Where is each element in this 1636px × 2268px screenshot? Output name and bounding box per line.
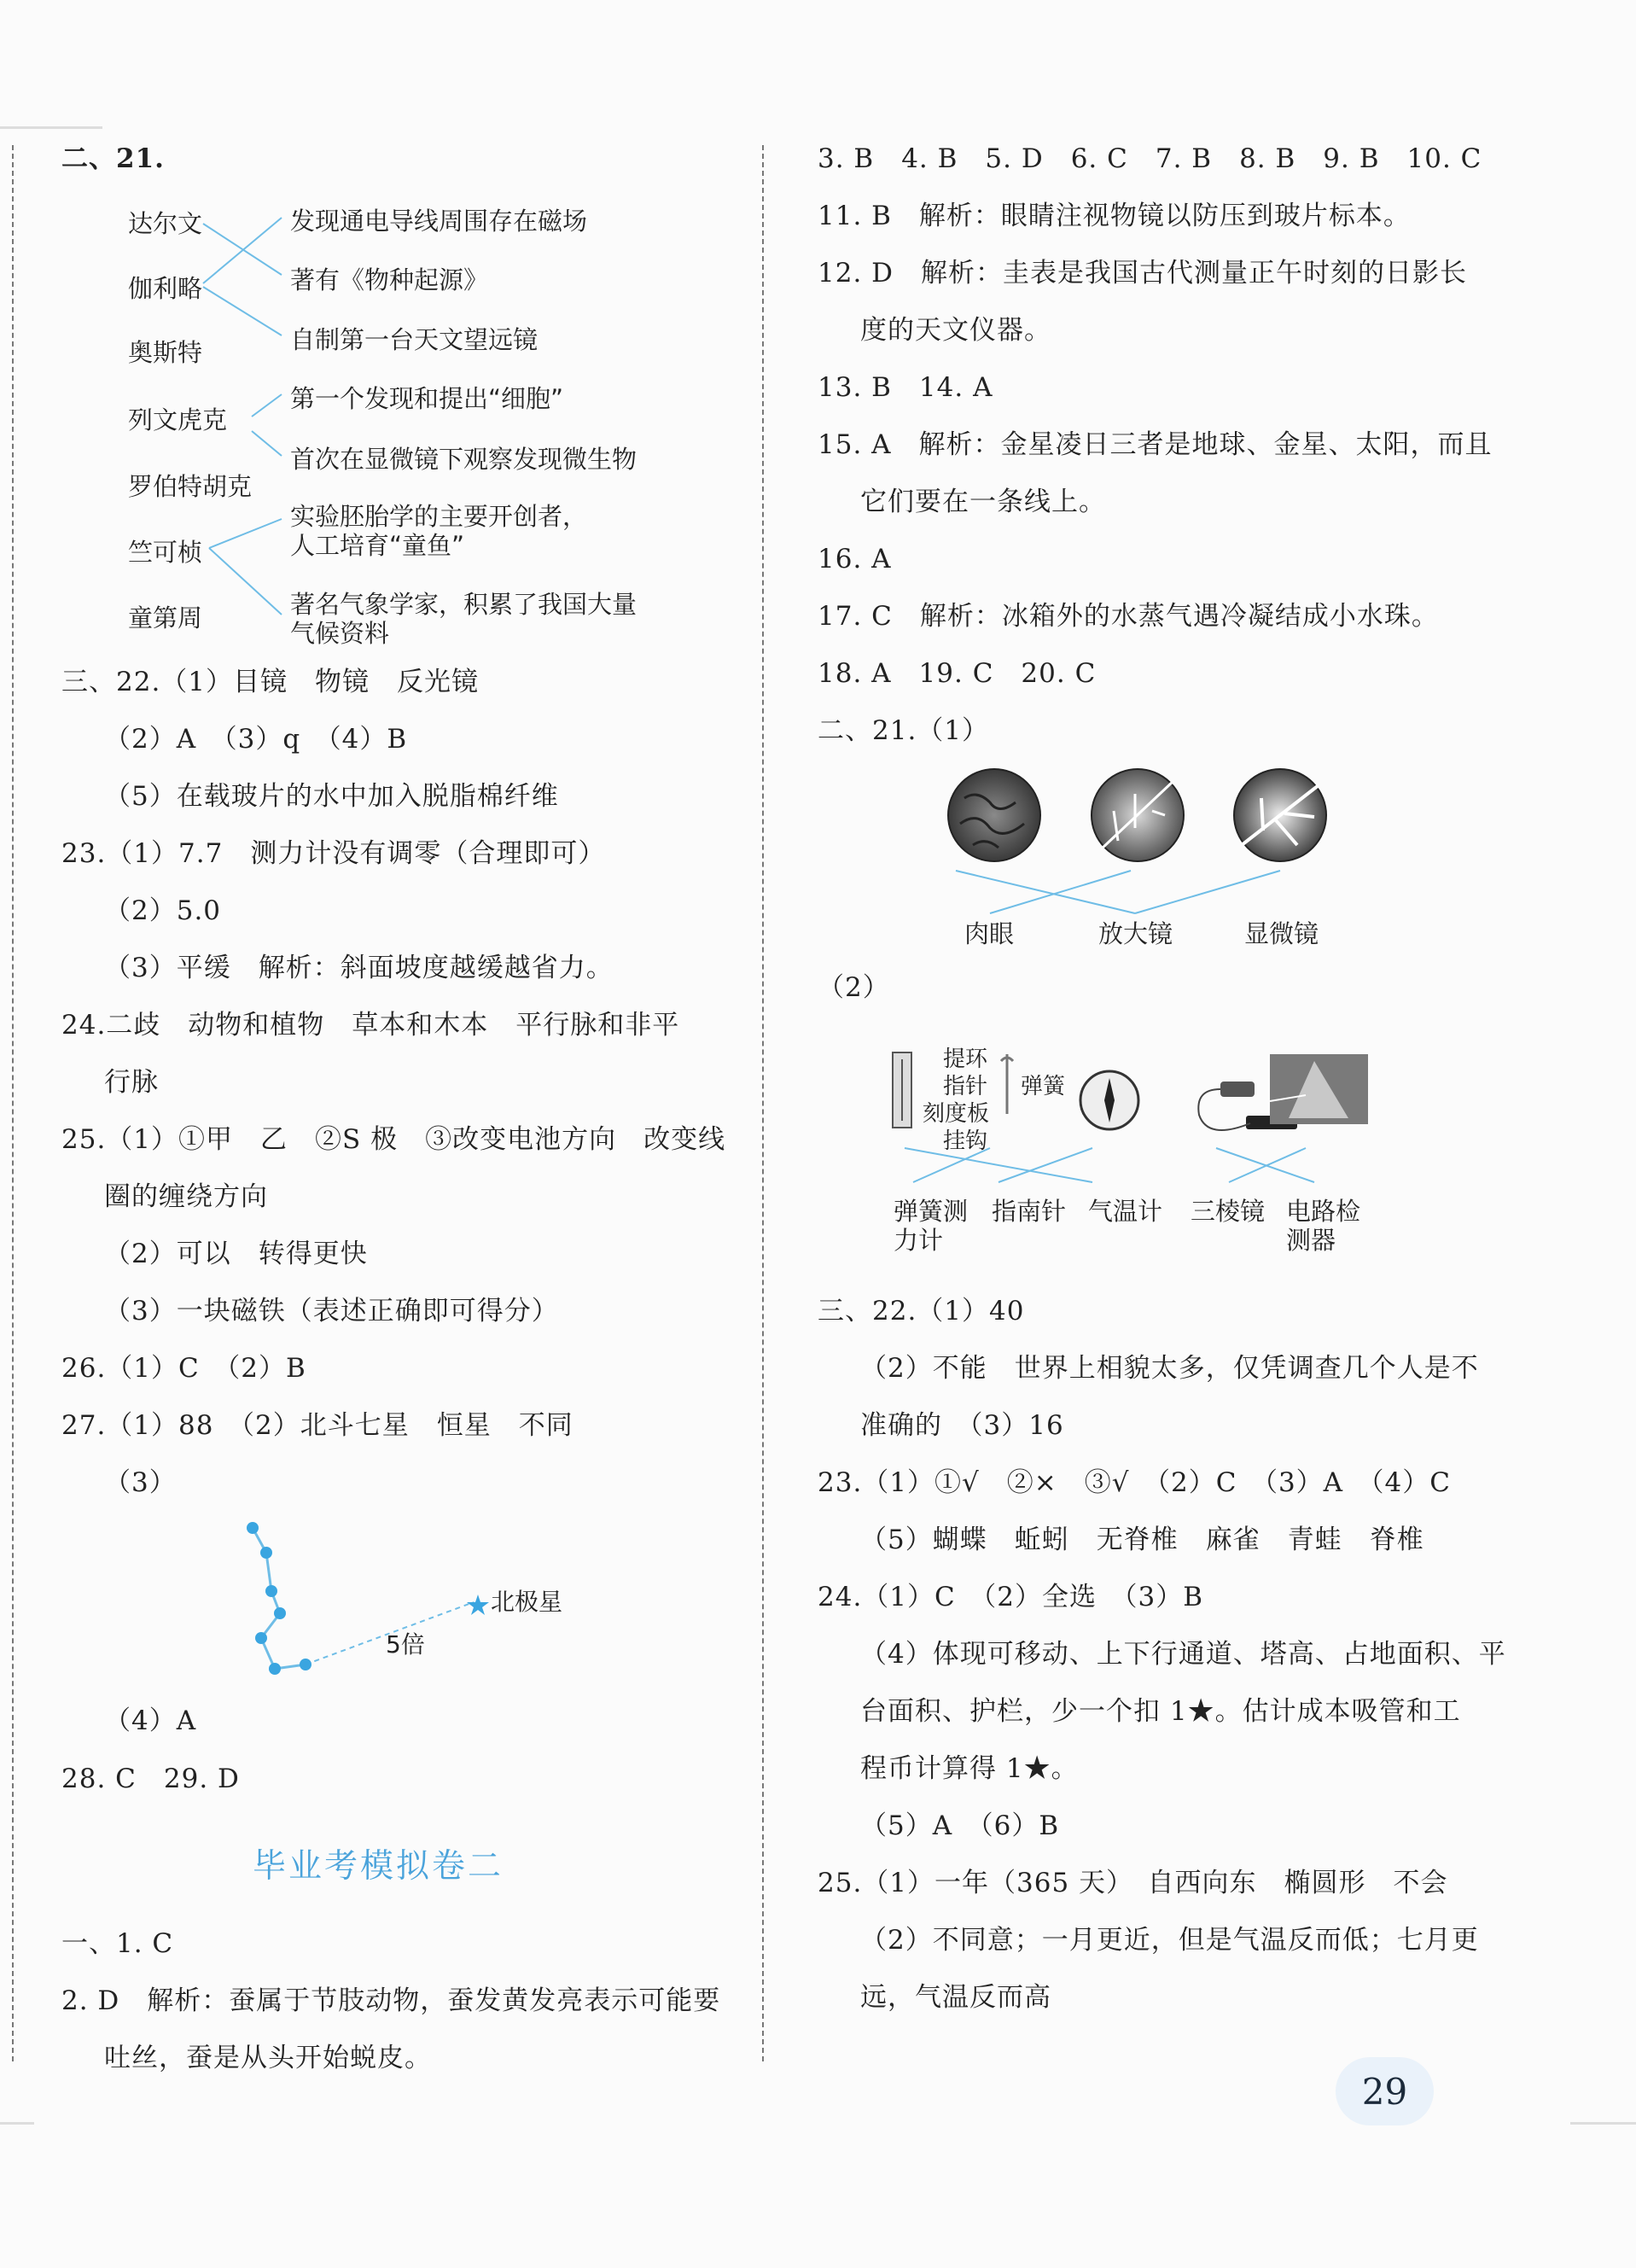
page-number: 29 xyxy=(1361,2070,1408,2113)
leaf-magnification-diagram xyxy=(939,764,1340,935)
r-q25-line1: 25.（1）一年（365 天） 自西向东 椭圆形 不会 xyxy=(818,1868,1448,1898)
scientist-zhu-kezhen: 竺可桢 xyxy=(128,538,203,567)
scientist-hooke: 罗伯特胡克 xyxy=(128,472,253,501)
match-line xyxy=(203,287,282,335)
r-q24-line1: 24.（1）C （2）全选 （3）B xyxy=(818,1582,1203,1612)
q27-line2: （3） xyxy=(104,1467,177,1498)
r-q21-heading: 二、21.（1） xyxy=(818,715,990,746)
scientist-galileo: 伽利略 xyxy=(128,274,203,303)
r-q23-line2: （5）蝴蝶 蚯蚓 无脊椎 麻雀 青蛙 脊椎 xyxy=(860,1525,1424,1555)
fact-2: 著有《物种起源》 xyxy=(290,265,489,294)
match-line xyxy=(905,1148,1092,1182)
r-q21-part2: （2） xyxy=(818,972,890,1003)
instrument-circuit-tester-1: 电路检 xyxy=(1286,1197,1361,1226)
dipper-star xyxy=(265,1585,277,1597)
r-q15-line1: 15. A 解析：金星凌日三者是地球、金星、太阳，而且 xyxy=(818,429,1493,460)
scientist-darwin: 达尔文 xyxy=(128,209,203,238)
q28-29-line: 28. C 29. D xyxy=(61,1764,240,1794)
instrument-compass: 指南针 xyxy=(992,1197,1067,1226)
q27-line1: 27.（1）88 （2）北斗七星 恒星 不同 xyxy=(61,1410,573,1441)
tool-naked-eye: 肉眼 xyxy=(964,919,1015,948)
spring-part-spring: 弹簧 xyxy=(1021,1074,1066,1099)
q25-line3: （2）可以 转得更快 xyxy=(104,1239,368,1269)
match-line xyxy=(209,548,282,615)
spring-part-ring: 提环 xyxy=(943,1047,988,1072)
pole-star-icon xyxy=(467,1595,489,1615)
r-q12-line1: 12. D 解析：圭表是我国古代测量正午时刻的日影长 xyxy=(818,258,1468,289)
fact-1: 发现通电导线周围存在磁场 xyxy=(290,207,588,236)
r-q16: 16. A xyxy=(818,544,892,574)
r-answers-3-10: 3. B 4. B 5. D 6. C 7. B 8. B 9. B 10. C xyxy=(818,143,1482,174)
match-line xyxy=(203,224,282,275)
q24-line2: 行脉 xyxy=(104,1067,159,1098)
s1-line: 一、1. C xyxy=(61,1928,174,1959)
scientist-tong-dizhou: 童第周 xyxy=(128,603,203,633)
spring-part-hook: 挂钩 xyxy=(943,1128,988,1154)
q23-line3: （3）平缓 解析：斜面坡度越缓越省力。 xyxy=(104,953,614,983)
r-q12-line2: 度的天文仪器。 xyxy=(860,315,1051,346)
dipper-star xyxy=(255,1632,267,1644)
r-q22-line1: 三、22.（1）40 xyxy=(818,1296,1025,1326)
match-line xyxy=(1229,1148,1306,1182)
fact-6a: 实验胚胎学的主要开创者， xyxy=(290,502,588,531)
tool-magnifier: 放大镜 xyxy=(1098,919,1173,948)
fact-3: 自制第一台天文望远镜 xyxy=(290,325,539,354)
s2-line2: 吐丝，蚕是从头开始蜕皮。 xyxy=(104,2043,432,2073)
scientist-leeuwenhoek: 列文虎克 xyxy=(128,405,228,434)
instrument-thermometer: 气温计 xyxy=(1088,1197,1163,1226)
fact-5: 首次在显微镜下观察发现微生物 xyxy=(290,445,638,474)
match-line xyxy=(252,431,282,456)
pole-star-label: 北极星 xyxy=(491,1588,563,1616)
r-q18-20: 18. A 19. C 20. C xyxy=(818,658,1097,689)
q24-line1: 24.二歧 动物和植物 草本和木本 平行脉和非平 xyxy=(61,1010,680,1041)
dipper-star xyxy=(274,1607,286,1619)
fact-7b: 气候资料 xyxy=(290,619,390,648)
dipper-star xyxy=(269,1663,281,1675)
instrument-spring-scale-1: 弹簧测 xyxy=(894,1197,969,1226)
instrument-circuit-tester-2: 测器 xyxy=(1286,1226,1336,1255)
fact-7a: 著名气象学家，积累了我国大量 xyxy=(290,590,638,619)
q22-line3: （5）在载玻片的水中加入脱脂棉纤维 xyxy=(104,781,559,812)
fact-6b: 人工培育“童鱼” xyxy=(290,531,465,560)
dipper-star xyxy=(247,1522,259,1534)
bottom-rule-right xyxy=(1570,2122,1636,2125)
q25-line1: 25.（1）①甲 乙 ②S 极 ③改变电池方向 改变线 xyxy=(61,1124,726,1155)
dipper-outline xyxy=(253,1528,306,1669)
r-q23-line1: 23.（1）①√ ②× ③√ （2）C （3）A （4）C xyxy=(818,1467,1451,1498)
circuit-tester-image xyxy=(1220,1082,1255,1097)
r-q15-line2: 它们要在一条线上。 xyxy=(860,487,1106,517)
microscope-view-image xyxy=(948,769,1040,861)
bottom-rule-left xyxy=(0,2122,34,2125)
q27-line4: （4）A xyxy=(104,1705,197,1736)
r-q17: 17. C 解析：冰箱外的水蒸气遇冷凝结成小水珠。 xyxy=(818,601,1439,632)
q21-heading: 二、21. xyxy=(61,143,165,174)
r-q24-line3: 台面积、护栏，少一个扣 1★。估计成本吸管和工 xyxy=(860,1696,1461,1727)
q25-line2: 圈的缠绕方向 xyxy=(104,1181,268,1212)
q23-line1: 23.（1）7.7 测力计没有调零（合理即可） xyxy=(61,838,606,869)
r-q13-14: 13. B 14. A xyxy=(818,372,993,403)
section-title: 毕业考模拟卷二 xyxy=(253,1847,504,1886)
q22-line2: （2）A （3）q （4）B xyxy=(104,724,408,755)
r-q25-line2: （2）不同意；一月更近，但是气温反而低；七月更 xyxy=(860,1925,1479,1956)
instrument-spring-scale-2: 力计 xyxy=(894,1226,944,1255)
r-q25-line3: 远，气温反而高 xyxy=(860,1982,1051,2013)
r-q22-line2: （2）不能 世界上相貌太多，仅凭调查几个人是不 xyxy=(860,1353,1479,1384)
match-line xyxy=(209,519,282,548)
r-q24-line4: 程币计算得 1★。 xyxy=(860,1753,1079,1784)
match-line xyxy=(998,1148,1092,1182)
page-number-badge xyxy=(1336,2057,1434,2125)
r-q22-line3: 准确的 （3）16 xyxy=(860,1410,1064,1441)
dipper-star xyxy=(300,1659,311,1670)
scientist-oersted: 奥斯特 xyxy=(128,338,203,367)
spring-part-scale: 刻度板 xyxy=(923,1101,990,1127)
distance-multiple: 5倍 xyxy=(386,1630,425,1659)
instrument-prism: 三棱镜 xyxy=(1191,1197,1266,1226)
match-line xyxy=(1135,871,1280,913)
dipper-star xyxy=(260,1547,272,1559)
r-q24-line5: （5）A （6）B xyxy=(860,1810,1060,1841)
q26-line: 26.（1）C （2）B xyxy=(61,1353,306,1384)
q22-line1: 三、22.（1）目镜 物镜 反光镜 xyxy=(61,667,480,697)
match-line xyxy=(1216,1148,1314,1182)
r-q24-line2: （4）体现可移动、上下行通道、塔高、占地面积、平 xyxy=(860,1639,1506,1670)
tool-microscope: 显微镜 xyxy=(1244,919,1319,948)
match-line xyxy=(252,394,282,417)
r-q11: 11. B 解析：眼睛注视物镜以防压到玻片标本。 xyxy=(818,201,1411,231)
fact-4: 第一个发现和提出“细胞” xyxy=(290,384,564,413)
q23-line2: （2）5.0 xyxy=(104,895,222,926)
s2-line1: 2. D 解析：蚕属于节肢动物，蚕发黄发亮表示可能要 xyxy=(61,1985,721,2016)
spring-part-pointer: 指针 xyxy=(943,1074,988,1099)
q25-line4: （3）一块磁铁（表述正确即可得分） xyxy=(104,1296,559,1326)
match-line xyxy=(203,218,282,283)
